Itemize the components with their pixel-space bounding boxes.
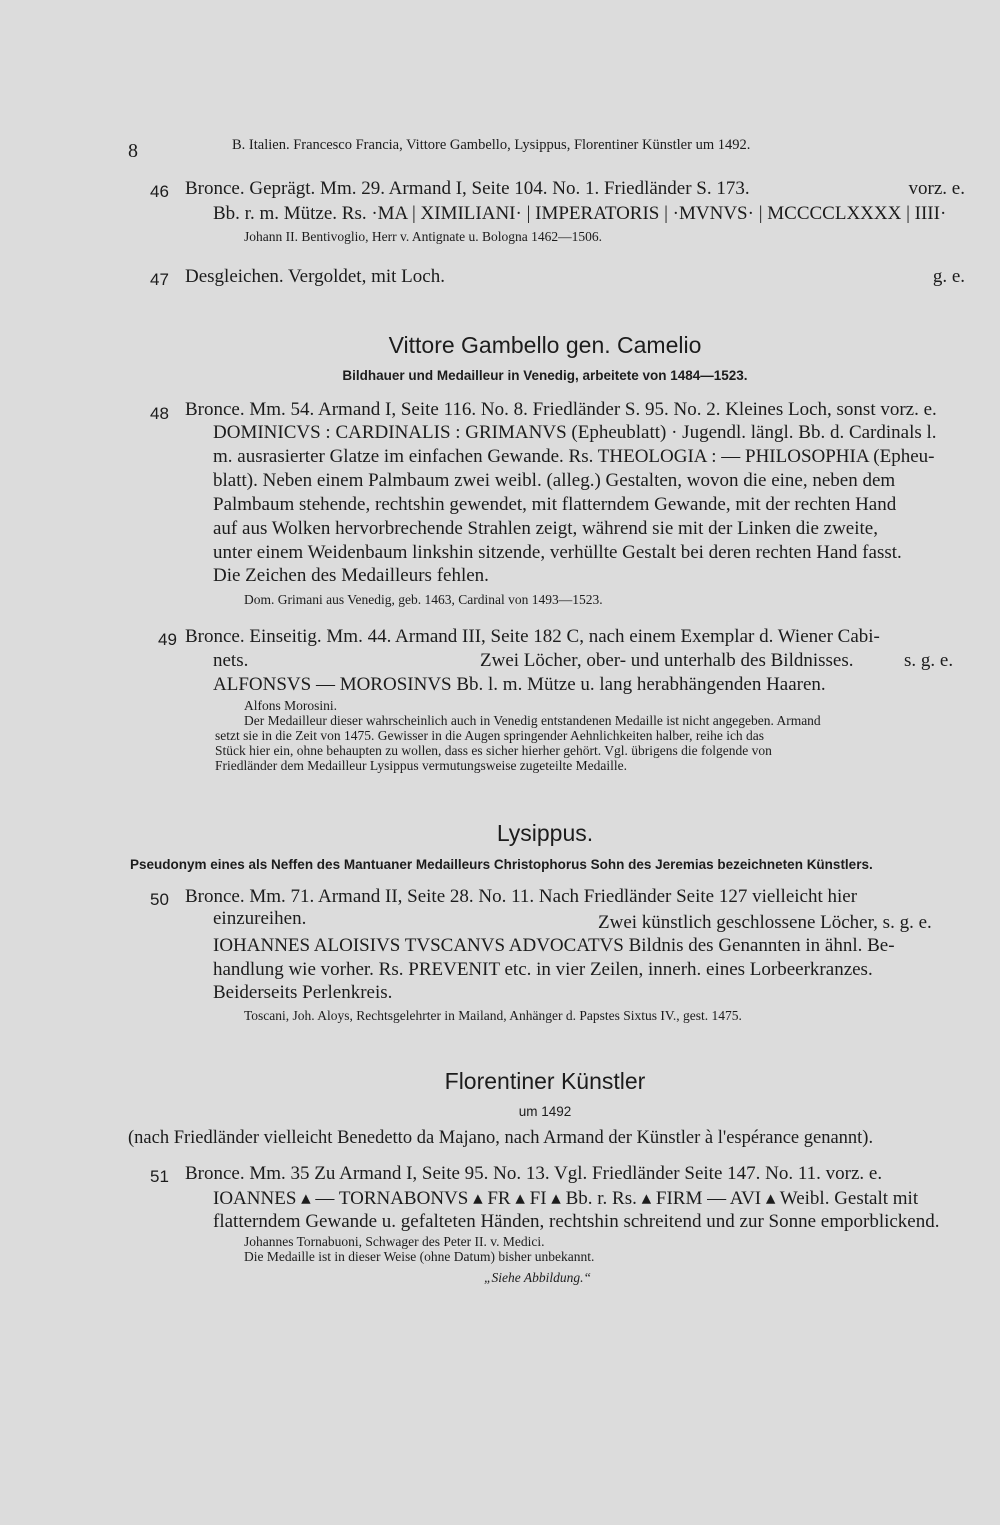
entry-49-note: Stück hier ein, ohne behaupten zu wollen, dass es sicher hierher gehört. Vgl. übrigens die folgende von [215,743,772,758]
entry-49-line-2-mid: Zwei Löcher, ober- und unterhalb des Bildnisses. [480,650,854,671]
section-subtitle-lysippus: Pseudonym eines als Neffen des Mantuaner Medailleurs Christophorus Sohn des Jeremias bezeichneten Künstlers. [130,857,873,872]
entry-47-text: Desgleichen. Vergoldet, mit Loch. [185,266,445,287]
entry-49-line-2-left: nets. [213,650,249,671]
section-subtitle-gambello: Bildhauer und Medailleur in Venedig, arbeitete von 1484—1523. [342,368,748,383]
section-heading-lysippus: Lysippus. [496,820,594,846]
section-heading-gambello: Vittore Gambello gen. Camelio [388,332,702,358]
entry-number: 48 [150,404,169,423]
entry-49-condition: s. g. e. [904,650,954,671]
entry-49-note: Friedländer dem Medailleur Lysippus vermutungsweise zugeteilte Medaille. [215,758,628,773]
entry-49-note: Der Medailleur dieser wahrscheinlich auch in Venedig entstandenen Medaille ist nicht angegeben. Armand [244,713,821,728]
running-title: B. Italien. Francesco Francia, Vittore Gambello, Lysippus, Florentiner Künstler um 1492. [232,137,751,153]
entry-50-line-3: IOHANNES ALOISIVS TVSCANVS ADVOCATVS Bildnis des Genannten in ähnl. Be- [213,935,895,956]
entry-48-line: Bronce. Mm. 54. Armand I, Seite 116. No. 8. Friedländer S. 95. No. 2. Kleines Loch, sonst vorz. e. [185,399,937,420]
entry-51-line-3: flatterndem Gewande u. gefalteten Händen, rechtshin schreitend und zur Sonne emporblickend. [213,1211,940,1232]
entry-46-line-1 [185,178,965,200]
entry-49-note: Alfons Morosini. [244,698,338,713]
entry-49-line-3: ALFONSVS — MOROSINVS Bb. l. m. Mütze u. lang herabhängenden Haaren. [213,674,826,695]
entry-number: 50 [150,890,169,909]
entry-48-line: DOMINICVS : CARDINALIS : GRIMANVS (Epheublatt) · Jugendl. längl. Bb. d. Cardinals l. [213,422,937,443]
entry-50-line-5: Beiderseits Perlenkreis. [213,982,393,1003]
entry-number: 51 [150,1167,169,1186]
entry-46-note: Johann II. Bentivoglio, Herr v. Antignate u. Bologna 1462—1506. [244,229,602,244]
entry-49-line-1: Bronce. Einseitig. Mm. 44. Armand III, Seite 182 C, nach einem Exemplar d. Wiener Cabi- [185,626,880,647]
section-attribution: (nach Friedländer vielleicht Benedetto da Majano, nach Armand der Künstler à l'espérance genannt). [128,1128,874,1148]
entry-50-note: Toscani, Joh. Aloys, Rechtsgelehrter in Mailand, Anhänger d. Papstes Sixtus IV., gest. 1475. [244,1008,742,1023]
section-date: um 1492 [518,1104,572,1119]
entry-48-line: Palmbaum stehende, rechtshin gewendet, mit flatterndem Gewande, mit der rechten Hand [213,494,897,515]
entry-46-line-2: Bb. r. m. Mütze. Rs. ·MA | XIMILIANI· | IMPERATORIS | ·MVNVS· | MCCCCLXXXX | IIII· [213,203,947,224]
entry-number: 49 [158,630,177,649]
entry-48-line: auf aus Wolken hervorbrechende Strahlen zeigt, während sie mit der Linken die zweite, [213,518,878,539]
entry-number: 47 [150,270,169,289]
section-heading-florentiner: Florentiner Künstler [444,1068,646,1094]
entry-50-line-2-left: einzureihen. [213,908,307,929]
entry-46-text: Bronce. Geprägt. Mm. 29. Armand I, Seite 104. No. 1. Friedländer S. 173. [185,178,750,199]
entry-48-line: m. ausrasierter Glatze im einfachen Gewande. Rs. THEOLOGIA : — PHILOSOPHIA (Epheu- [213,446,935,467]
entry-48-line: blatt). Neben einem Palmbaum zwei weibl. (alleg.) Gestalten, wovon die eine, neben dem [213,470,896,491]
entry-46-condition: vorz. e. [908,178,965,199]
entry-51-note: Die Medaille ist in dieser Weise (ohne Datum) bisher unbekannt. [244,1249,595,1264]
entry-48-note: Dom. Grimani aus Venedig, geb. 1463, Cardinal von 1493—1523. [244,592,603,607]
entry-49-note: setzt sie in die Zeit von 1475. Gewisser in die Augen springender Aehnlichkeiten halber, reihe ich das [215,728,765,743]
entry-47-line-1 [185,266,965,288]
page-number: 8 [128,140,138,162]
entry-48-line: Die Zeichen des Medailleurs fehlen. [213,565,489,586]
entry-number: 46 [150,182,169,201]
entry-51-line-2: IOANNES ▴ — TORNABONVS ▴ FR ▴ FI ▴ Bb. r. Rs. ▴ FIRM — AVI ▴ Weibl. Gestalt mit [213,1188,919,1209]
entry-48-line: unter einem Weidenbaum linkshin sitzende, verhüllte Gestalt bei deren rechten Hand fasst. [213,542,902,563]
entry-51-note: Johannes Tornabuoni, Schwager des Peter II. v. Medici. [244,1234,545,1249]
entry-47-condition: g. e. [932,266,965,287]
image-reference: „Siehe Abbildung.“ [484,1270,592,1285]
entry-50-line-1: Bronce. Mm. 71. Armand II, Seite 28. No. 11. Nach Friedländer Seite 127 vielleicht hier [185,886,858,907]
entry-51-line-1: Bronce. Mm. 35 Zu Armand I, Seite 95. No. 13. Vgl. Friedländer Seite 147. No. 11. vorz. e. [185,1163,883,1184]
entry-50-line-2-right: Zwei künstlich geschlossene Löcher, s. g. e. [598,912,932,933]
entry-50-line-4: handlung wie vorher. Rs. PREVENIT etc. in vier Zeilen, innerh. eines Lorbeerkranzes. [213,959,873,980]
